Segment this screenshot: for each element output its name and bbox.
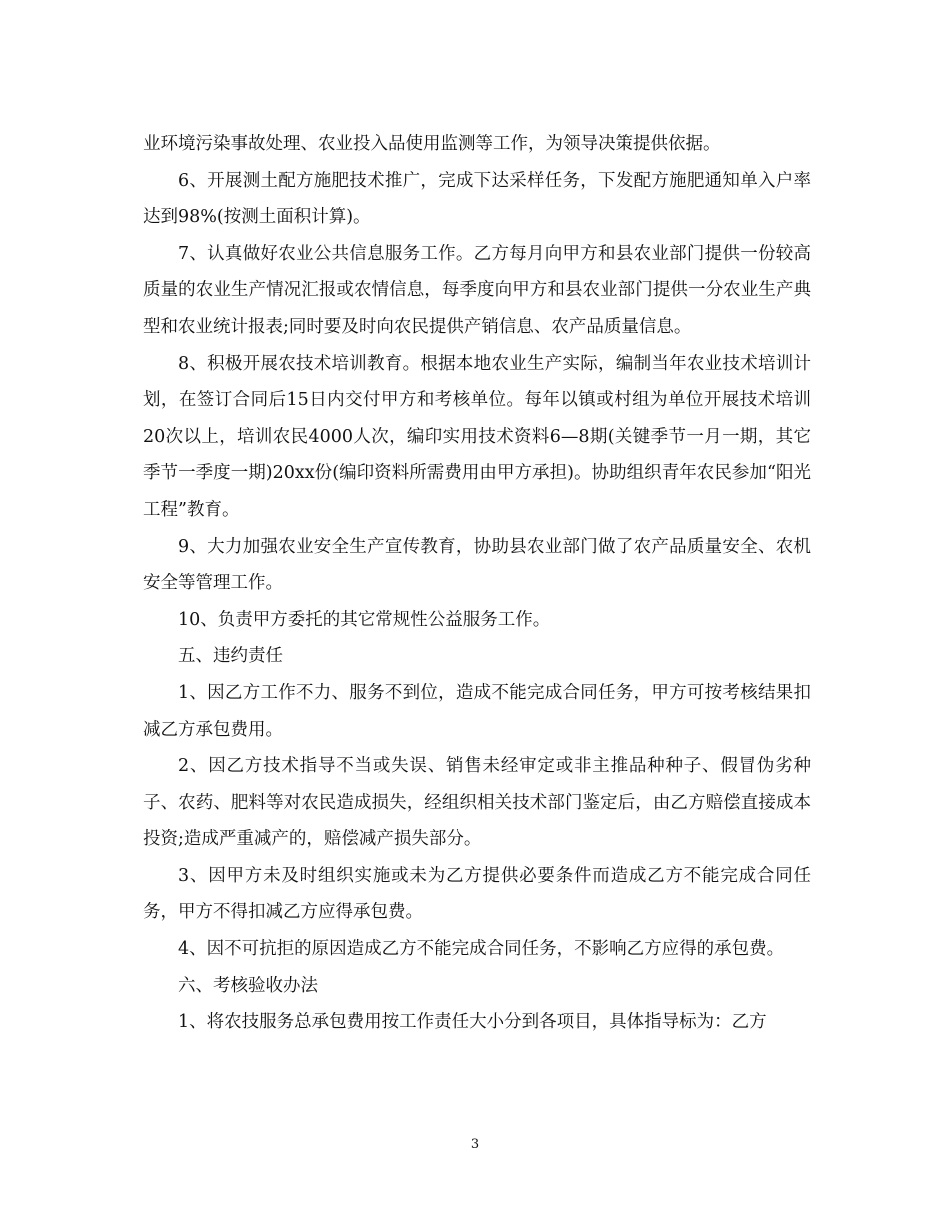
page-number: 3: [470, 1137, 480, 1152]
paragraph-assessment-1: 1、将农技服务总承包费用按工作责任大小分到各项目，具体指导标为：乙方: [178, 1012, 767, 1033]
paragraph-breach-1: 1、因乙方工作不力、服务不到位，造成不能完成合同任务，甲方可按考核结果扣减乙方承包费用。: [143, 682, 811, 740]
paragraph-breach-4: 4、因不可抗拒的原因造成乙方不能完成合同任务，不影响乙方应得的承包费。: [178, 939, 785, 960]
paragraph-item-6: 6、开展测土配方施肥技术推广，完成下达采样任务，下发配方施肥通知单入户率达到98%(按测土面积计算)。: [143, 170, 811, 228]
paragraph-item-8: 8、积极开展农技术培训教育。根据本地农业生产实际，编制当年农业技术培训计划，在签订合同后15日内交付甲方和考核单位。每年以镇或村组为单位开展技术培训20次以上，培训农民4000人次，编印实用技术资料6—8期(关键季节一月一期，其它季节一季度一期)20xx份(编印资料所需费用由甲方承担)。协助组织青年农民参加“阳光工程”教育。: [143, 353, 811, 520]
paragraph-breach-2: 2、因乙方技术指导不当或失误、销售未经审定或非主推品种种子、假冒伪劣种子、农药、肥料等对农民造成损失，经组织相关技术部门鉴定后，由乙方赔偿直接成本投资;造成严重减产的，赔偿减产损失部分。: [143, 756, 811, 850]
section-heading-assessment: 六、考核验收办法: [178, 975, 318, 996]
paragraph-continuation: 业环境污染事故处理、农业投入品使用监测等工作，为领导决策提供依据。: [143, 134, 721, 154]
document-body: [143, 126, 811, 1041]
paragraph-item-7: 7、认真做好农业公共信息服务工作。乙方每月向甲方和县农业部门提供一份较高质量的农业生产情况汇报或农情信息，每季度向甲方和县农业部门提供一分农业生产典型和农业统计报表;同时要及时向农民提供产销信息、农产品质量信息。: [143, 243, 811, 337]
section-heading-breach: 五、违约责任: [178, 646, 283, 667]
paragraph-breach-3: 3、因甲方未及时组织实施或未为乙方提供必要条件而造成乙方不能完成合同任务，甲方不得扣减乙方应得承包费。: [143, 865, 811, 923]
paragraph-item-9: 9、大力加强农业安全生产宣传教育，协助县农业部门做了农产品质量安全、农机安全等管理工作。: [143, 536, 811, 594]
paragraph-item-10: 10、负责甲方委托的其它常规性公益服务工作。: [178, 609, 551, 630]
